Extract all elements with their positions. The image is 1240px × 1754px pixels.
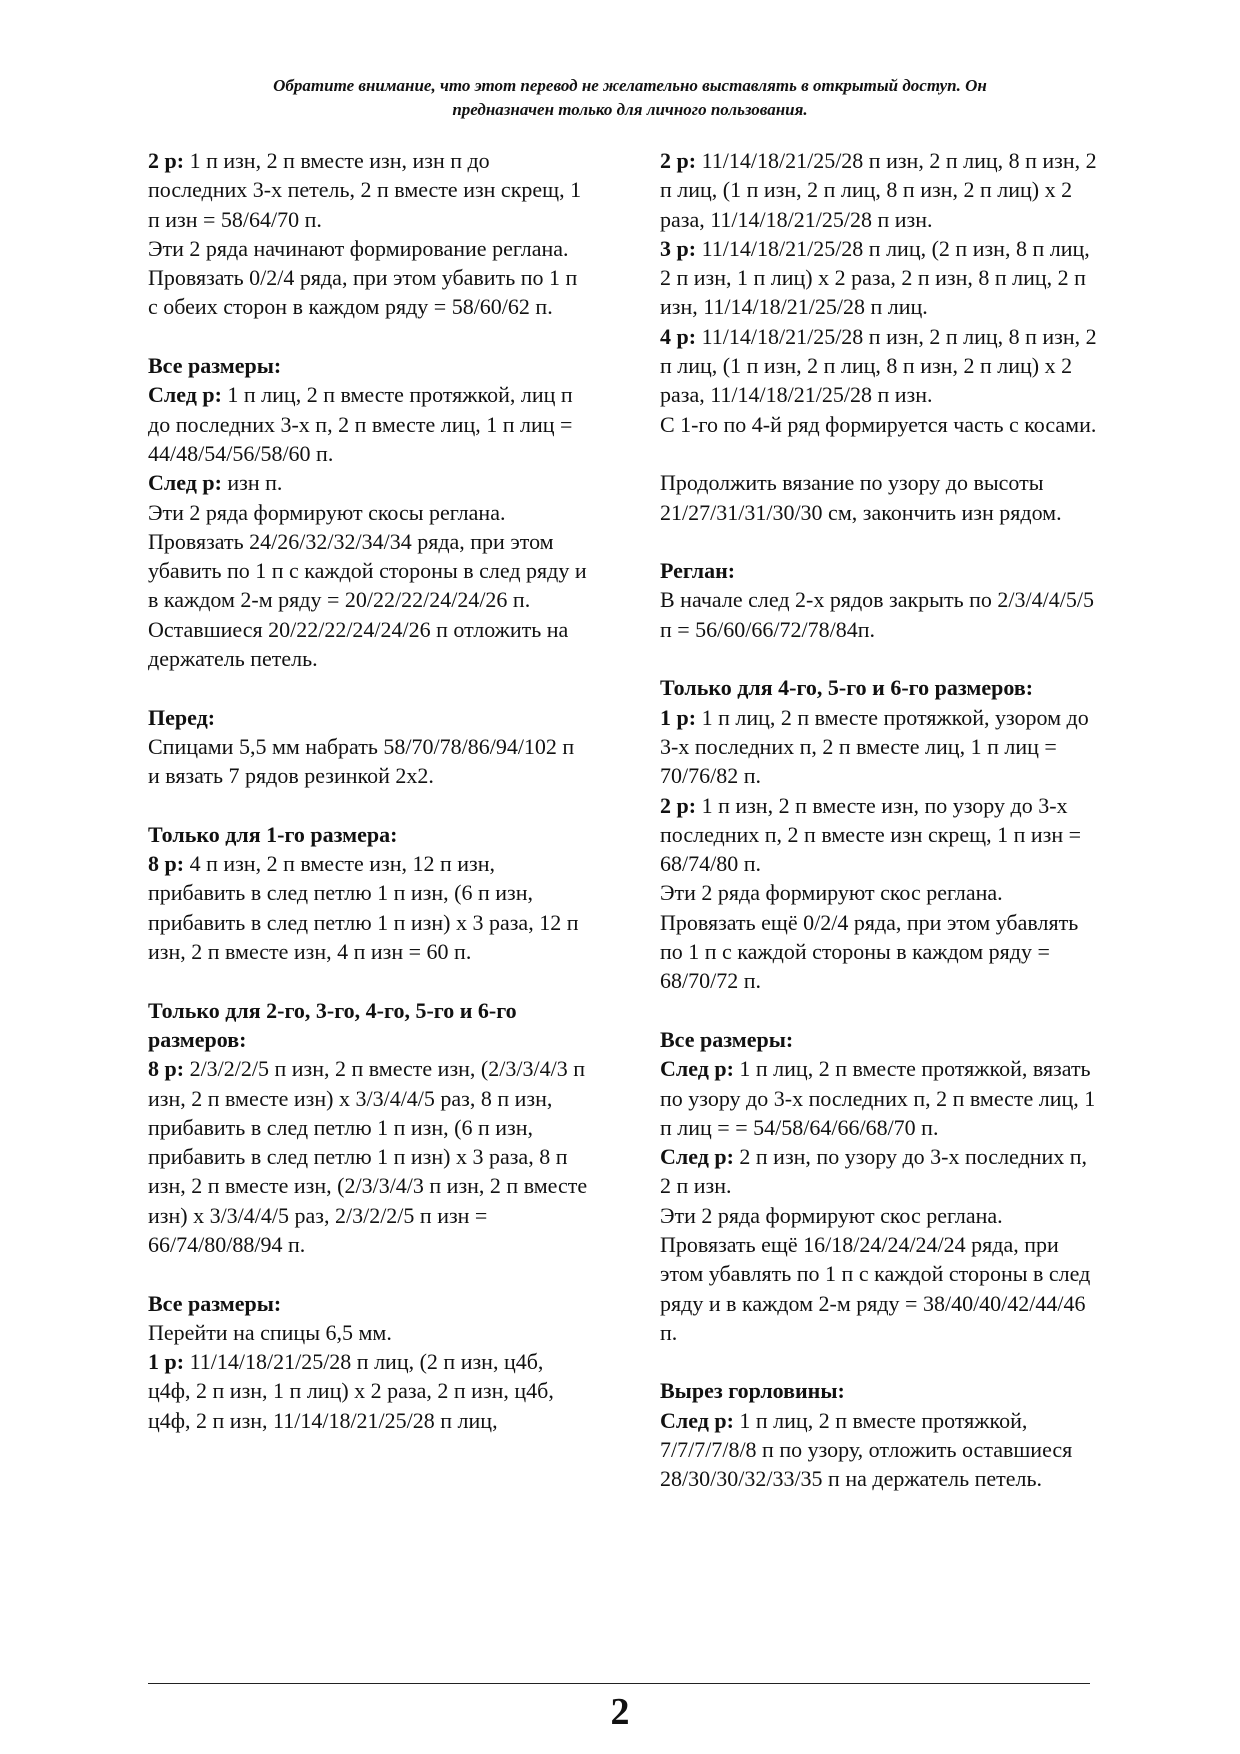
row-text: 1 п лиц, 2 п вместе протяжкой, 7/7/7/7/8/8 п по узору, отложить оставшиеся 28/30/30/32/33/35 п на держатель петель.	[660, 1407, 1073, 1492]
section-heading: Все размеры:	[148, 1290, 282, 1316]
raglan-heading: Реглан:	[660, 558, 736, 584]
row-3-instruction	[660, 234, 1100, 322]
row-text: 1 п лиц, 2 п вместе протяжкой, узором до 3-х последних п, 2 п вместе лиц, 1 п лиц = 70/76/82 п.	[660, 704, 1089, 789]
raglan-paragraph: В начале след 2-х рядов закрыть по 2/3/4/4/5/5 п = 56/60/66/72/78/84п.	[660, 587, 1094, 642]
row-text: 11/14/18/21/25/28 п лиц, (2 п изн, ц4б, ц4ф, 2 п изн, 1 п лиц) х 2 раза, 2 п изн, ц4б, ц4ф, 2 п изн, 11/14/18/21/25/28 п лиц,	[148, 1349, 554, 1433]
row-label: След р:	[660, 1056, 734, 1082]
row-2-instruction	[660, 146, 1100, 234]
notice-line-1: Обратите внимание, что этот перевод не желательно выставлять в открытый доступ. Он	[273, 76, 987, 95]
footer-divider	[148, 1683, 1090, 1684]
row-text: 1 п изн, 2 п вместе изн, по узору до 3-х последних п, 2 п вместе изн скрещ, 1 п изн = 68/74/80 п.	[660, 792, 1082, 877]
row-label: 2 р:	[660, 792, 697, 818]
row-label: 2 р:	[660, 148, 697, 173]
continue-paragraph: Продолжить вязание по узору до высоты 21/27/31/31/30/30 см, закончить изн рядом.	[660, 470, 1062, 525]
row-label: 8 р:	[148, 1056, 185, 1082]
row-2-instruction	[148, 146, 588, 234]
row-label: 2 р:	[148, 148, 185, 173]
cables-note-paragraph: С 1-го по 4-й ряд формируется часть с косами.	[660, 411, 1097, 437]
raglan-start-paragraph: Эти 2 ряда начинают формирование реглана. Провязать 0/2/4 ряда, при этом убавить по 1 п с обеих сторон в каждом ряду = 58/60/62 п.	[148, 235, 578, 320]
row-text: 4 п изн, 2 п вместе изн, 12 п изн, прибавить в след петлю 1 п изн, (6 п изн, прибавить в след петлю 1 п изн) х 3 раза, 12 п изн, 2 п вместе изн, 4 п изн = 60 п.	[148, 851, 579, 965]
front-heading: Перед:	[148, 704, 216, 730]
row-label: След р:	[148, 470, 222, 496]
front-paragraph: Спицами 5,5 мм набрать 58/70/78/86/94/102 п и вязать 7 рядов резинкой 2х2.	[148, 733, 575, 789]
row-text: 2/3/2/2/5 п изн, 2 п вместе изн, (2/3/3/4/3 п изн, 2 п вместе изн) х 3/3/4/4/5 раз, 8 п изн, прибавить в след петлю 1 п изн, (6 п изн, прибавить в след петлю 1 п изн) х 3 раза, 8 п изн, 2 п вместе изн, (2/3/3/4/3 п изн, 2 п вместе изн) х 3/3/4/4/5 раз, 2/3/2/2/5 п изн = 66/74/80/88/94 п.	[148, 1056, 588, 1257]
row-text: 11/14/18/21/25/28 п изн, 2 п лиц, 8 п изн, 2 п лиц, (1 п изн, 2 п лиц, 8 п изн, 2 п лиц) х 2 раза, 11/14/18/21/25/28 п изн.	[660, 323, 1097, 408]
row-8-instruction	[148, 849, 588, 966]
section-heading: Все размеры:	[148, 353, 282, 379]
size2-heading: Только для 2-го, 3-го, 4-го, 5-го и 6-го размеров:	[148, 997, 517, 1052]
neckline-heading: Вырез горловины:	[660, 1378, 845, 1404]
row-label: 3 р:	[660, 235, 697, 261]
next-row-instruction	[660, 1054, 1100, 1142]
sizes456-heading: Только для 4-го, 5-го и 6-го размеров:	[660, 675, 1034, 701]
remaining-stitches-paragraph: Оставшиеся 20/22/22/24/24/26 п отложить на держатель петель.	[148, 616, 569, 672]
row-label: 8 р:	[148, 851, 185, 877]
raglan-bevel-paragraph: Эти 2 ряда формируют скос реглана. Провязать ещё 16/18/24/24/24/24 ряда, при этом убавлять по 1 п с каждой стороны в след ряду и в каждом 2-м ряду = 38/40/40/42/44/46 п.	[660, 1202, 1091, 1345]
needles-change-paragraph: Перейти на спицы 6,5 мм.	[148, 1319, 392, 1345]
row-2-instruction	[660, 791, 1100, 879]
row-label: След р:	[148, 382, 222, 408]
row-text: 1 п лиц, 2 п вместе протяжкой, вязать по узору до 3-х последних п, 2 п вместе лиц, 1 п лиц = = 54/58/64/66/68/70 п.	[660, 1056, 1096, 1140]
row-1-instruction	[660, 703, 1100, 791]
row-label: 1 р:	[660, 704, 697, 730]
neck-row-instruction	[660, 1406, 1100, 1494]
left-column	[148, 146, 588, 1435]
row-8-instruction	[148, 1054, 588, 1259]
next-row-instruction	[148, 468, 588, 497]
notice-line-2: предназначен только для личного пользования.	[452, 100, 808, 119]
row-label: 1 р:	[148, 1349, 185, 1375]
row-text: 2 п изн, по узору до 3-х последних п, 2 п изн.	[660, 1144, 1088, 1199]
row-1-instruction	[148, 1347, 588, 1435]
row-text: изн п.	[221, 470, 283, 496]
row-label: 4 р:	[660, 323, 697, 349]
raglan-bevel-paragraph: Эти 2 ряда формируют скос реглана. Провязать ещё 0/2/4 ряда, при этом убавлять по 1 п с каждой стороны в каждом ряду = 68/70/72 п.	[660, 880, 1079, 994]
next-row-instruction	[660, 1142, 1100, 1201]
row-text: 11/14/18/21/25/28 п лиц, (2 п изн, 8 п лиц, 2 п изн, 1 п лиц) х 2 раза, 2 п изн, 8 п лиц, 2 п изн, 11/14/18/21/25/28 п лиц.	[660, 235, 1090, 320]
row-4-instruction	[660, 322, 1100, 410]
row-text: 1 п лиц, 2 п вместе протяжкой, лиц п до последних 3-х п, 2 п вместе лиц, 1 п лиц = 44/48/54/56/58/60 п.	[148, 382, 573, 466]
notice-banner	[150, 74, 1110, 122]
next-row-instruction	[148, 380, 588, 468]
row-label: След р:	[660, 1144, 734, 1170]
section-heading: Все размеры:	[660, 1026, 794, 1052]
row-text: 1 п изн, 2 п вместе изн, изн п до последних 3-х петель, 2 п вместе изн скрещ, 1 п изн = 58/64/70 п.	[148, 148, 582, 232]
row-label: След р:	[660, 1407, 734, 1433]
raglan-bevels-paragraph: Эти 2 ряда формируют скосы реглана. Провязать 24/26/32/32/34/34 ряда, при этом убавить по 1 п с каждой стороны в след ряду и в каждом 2-м ряду = 20/22/22/24/24/26 п.	[148, 499, 587, 613]
row-text: 11/14/18/21/25/28 п изн, 2 п лиц, 8 п изн, 2 п лиц, (1 п изн, 2 п лиц, 8 п изн, 2 п лиц) х 2 раза, 11/14/18/21/25/28 п изн.	[660, 148, 1097, 232]
right-column	[660, 146, 1100, 1494]
page-number: 2	[610, 1691, 630, 1733]
size1-heading: Только для 1-го размера:	[148, 821, 398, 847]
